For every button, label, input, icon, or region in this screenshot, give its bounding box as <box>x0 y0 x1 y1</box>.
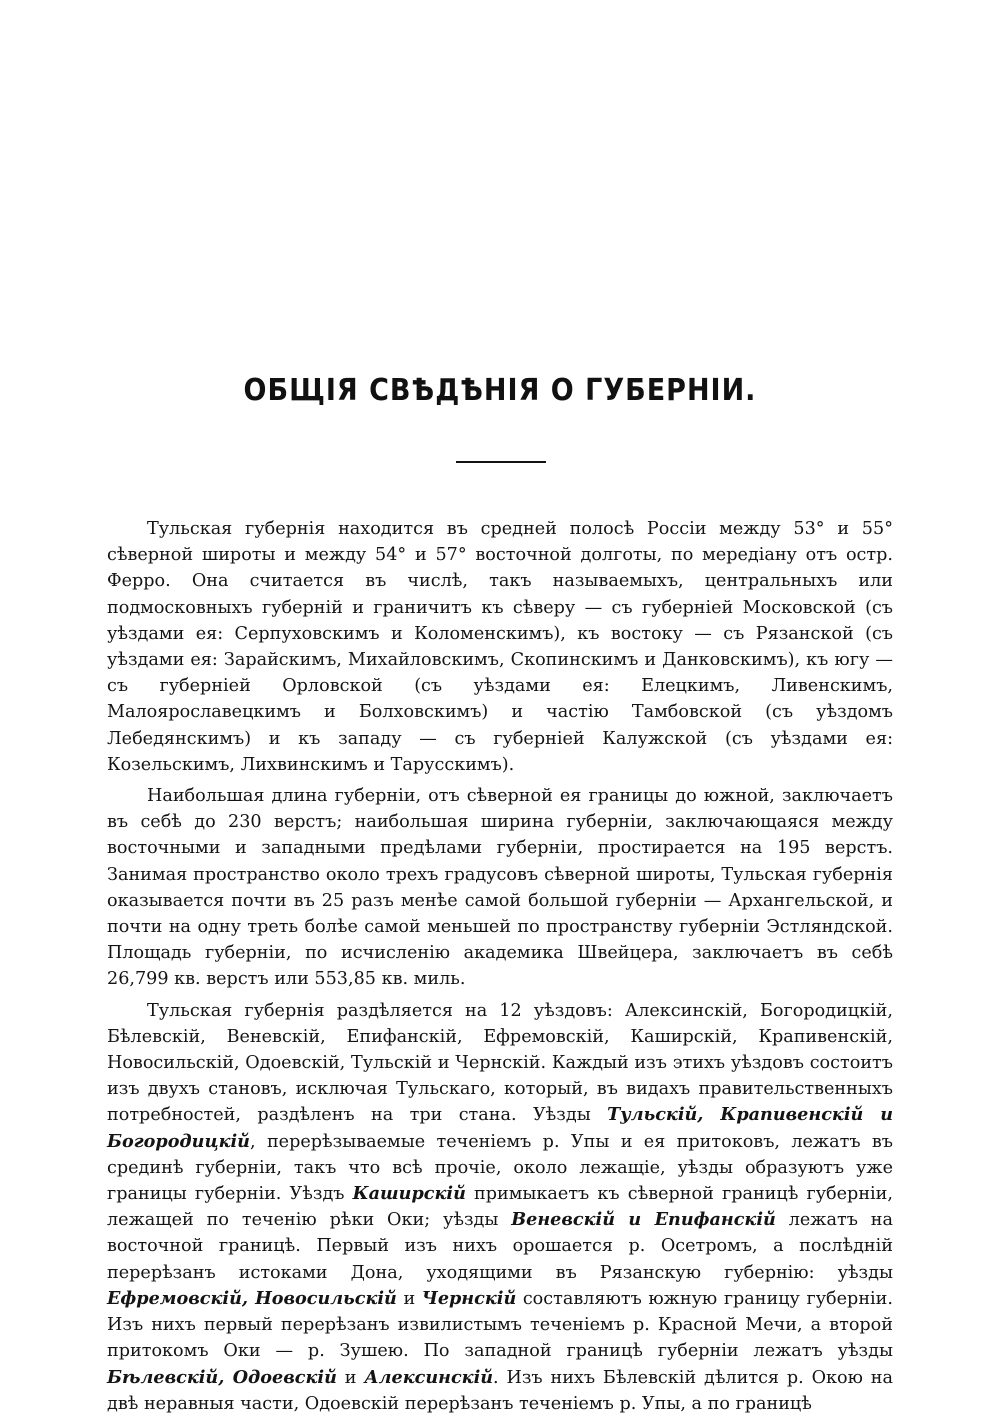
text-segment: примыкаетъ къ сѣверной границѣ губерніи, лежащей по теченію рѣки Оки; уѣзды <box>107 1184 893 1231</box>
district-names: Веневскій и Епифанскій <box>511 1209 776 1231</box>
paragraph-3 <box>107 998 893 1417</box>
text-segment: лежатъ на восточной границѣ. Первый изъ нихъ орошается р. Осетромъ, а послѣдній перерѣзанъ истоками Дона, уходящими въ Рязанскую губернію: уѣзды <box>107 1210 893 1283</box>
title-divider <box>456 461 546 463</box>
body-text <box>107 516 893 1422</box>
page-title: ОБЩІЯ СВѢДѢНІЯ О ГУБЕРНІИ. <box>243 373 757 408</box>
text-segment: и <box>396 1288 422 1309</box>
text-segment: составляютъ южную границу губерніи. Изъ нихъ первый перерѣзанъ извилистымъ теченіемъ р. Красной Мечи, а второй притокомъ Оки — р. Зушею. По западной границѣ губерніи лежатъ уѣзды <box>107 1288 893 1362</box>
text-segment: и <box>336 1367 365 1388</box>
text-segment: Тульская губернія раздѣляется на 12 уѣздовъ: Алексинскій, Богородицкій, Бѣлевскій, Веневскій, Епифанскій, Ефремовскій, Каширскій, Крапивенскій, Новосильскій, Одоевскій, Тульскій и Чернскій. Каждый изъ этихъ уѣздовъ состоитъ изъ двухъ становъ, исключая Тульскаго, который, въ видахъ правительственныхъ потребностей, раздѣленъ на три стана. Уѣзды <box>107 1000 893 1126</box>
district-names: Бѣлевскій, Одоевскій <box>107 1366 337 1388</box>
text-segment: . Изъ нихъ Бѣлевскій дѣлится р. Окою на двѣ неравныя части, Одоевскій перерѣзанъ теченіемъ р. Упы, а по границѣ <box>107 1367 893 1414</box>
district-names: Чернскій <box>421 1287 517 1309</box>
district-names: Ефремовскій, Новосильскій <box>107 1287 397 1309</box>
district-names: Тульскій, Крапивенскій и Богородицкій <box>107 1104 893 1152</box>
district-names: Алексинскій <box>364 1366 494 1388</box>
paragraph-1: Тульская губернія находится въ средней полосѣ Россіи между 53° и 55° сѣверной широты и между 54° и 57° восточной долготы, по мередіану отъ остр. Ферро. Она считается въ числѣ, такъ называемыхъ, центральныхъ или подмосковныхъ губерній и граничитъ къ сѣверу — съ губерніей Московской (съ уѣздами ея: Серпуховскимъ и Коломенскимъ), къ востоку — съ Рязанской (съ уѣздами ея: Зарайскимъ, Михайловскимъ, Скопинскимъ и Данковскимъ), къ югу — съ губерніей Орловской (съ уѣздами ея: Елецкимъ, Ливенскимъ, Малоярославецкимъ и Болховскимъ) и частію Тамбовской (съ уѣздомъ Лебедянскимъ) и къ западу — съ губерніей Калужской (съ уѣздами ея: Козельскимъ, Лихвинскимъ и Тарусскимъ). <box>107 519 893 775</box>
text-segment: , перерѣзываемые теченіемъ р. Упы и ея притоковъ, лежатъ въ срединѣ губерніи, такъ что всѣ прочіе, около лежащіе, уѣзды образуютъ уже границы губерніи. Уѣздъ <box>107 1131 893 1205</box>
district-names: Каширскій <box>352 1183 466 1205</box>
paragraph-2: Наибольшая длина губерніи, отъ сѣверной ея границы до южной, заключаетъ въ себѣ до 230 верстъ; наибольшая ширина губерніи, заключающаяся между восточными и западными предѣлами губерніи, простирается на 195 верстъ. Занимая пространство около трехъ градусовъ сѣверной широты, Тульская губернія оказывается почти въ 25 разъ менѣе самой большой губерніи — Архангельской, и почти на одну треть болѣе самой меньшей по пространству губерніи Эстляндской. Площадь губерніи, по исчисленію академика Швейцера, заключаетъ въ себѣ 26,799 кв. верстъ или 553,85 кв. миль. <box>107 786 893 990</box>
